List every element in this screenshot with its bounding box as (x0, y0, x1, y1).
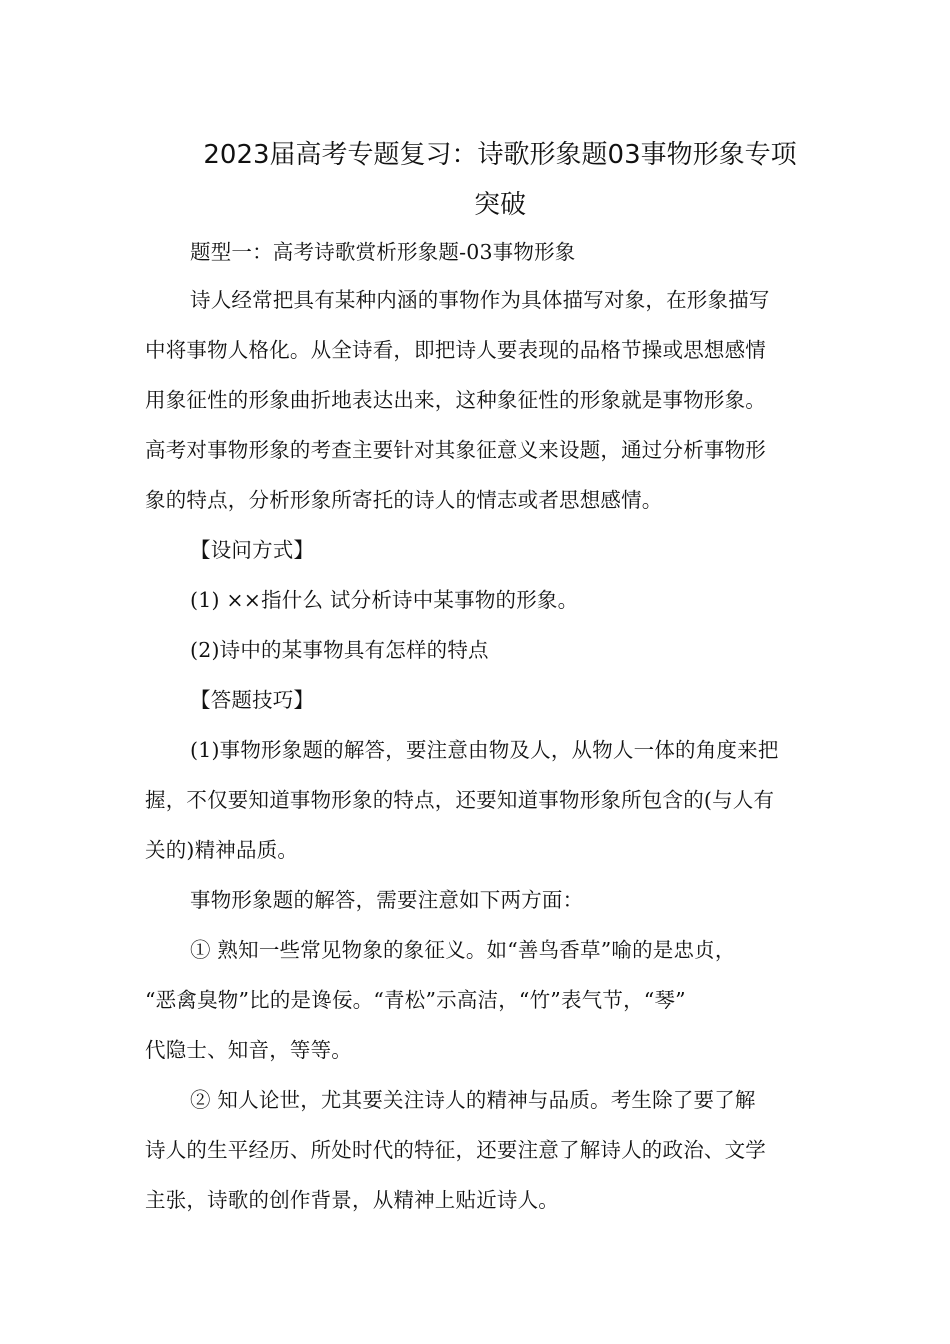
tip-point-line: 诗人的生平经历、所处时代的特征，还要注意了解诗人的政治、文学 (145, 1138, 766, 1162)
document-title-line-2: 突破 (473, 190, 526, 220)
intro-paragraph-line: 象的特点，分析形象所寄托的诗人的情志或者思想感情。 (145, 488, 663, 512)
intro-paragraph-line: 中将事物人格化。从全诗看，即把诗人要表现的品格节操或思想感情 (145, 338, 766, 362)
document-title-line-1: 2023届高考专题复习：诗歌形象题03事物形象专项 (203, 140, 797, 170)
tip-point-line: “恶禽臭物”比的是谗佞。“青松”示高洁，“竹”表气节，“琴” (145, 988, 686, 1012)
section-heading-question-forms: 【设问方式】 (190, 538, 315, 562)
tip-point-line: ② 知人论世，尤其要关注诗人的精神与品质。考生除了要了解 (190, 1088, 756, 1112)
tip-subheading: 事物形象题的解答，需要注意如下两方面： (190, 888, 584, 912)
question-form-item: (1) ××指什么 试分析诗中某事物的形象。 (190, 588, 579, 612)
tip-point-line: 代隐士、知音，等等。 (145, 1038, 352, 1062)
intro-paragraph-line: 诗人经常把具有某种内涵的事物作为具体描写对象，在形象描写 (190, 288, 770, 312)
intro-paragraph-line: 高考对事物形象的考查主要针对其象征意义来设题，通过分析事物形 (145, 438, 766, 462)
intro-paragraph-line: 用象征性的形象曲折地表达出来，这种象征性的形象就是事物形象。 (145, 388, 766, 412)
tip-point-line: ① 熟知一些常见物象的象征义。如“善鸟香草”喻的是忠贞， (190, 938, 736, 962)
tip-paragraph-line: 握，不仅要知道事物形象的特点，还要知道事物形象所包含的(与人有 (145, 788, 775, 812)
section-heading-answer-tips: 【答题技巧】 (190, 688, 315, 712)
tip-point-line: 主张，诗歌的创作背景，从精神上贴近诗人。 (145, 1188, 559, 1212)
tip-paragraph-line: (1)事物形象题的解答，要注意由物及人，从物人一体的角度来把 (190, 738, 779, 762)
question-form-item: (2)诗中的某事物具有怎样的特点 (190, 638, 489, 662)
tip-paragraph-line: 关的)精神品质。 (145, 838, 299, 862)
question-type-heading: 题型一：高考诗歌赏析形象题-03事物形象 (190, 240, 576, 264)
